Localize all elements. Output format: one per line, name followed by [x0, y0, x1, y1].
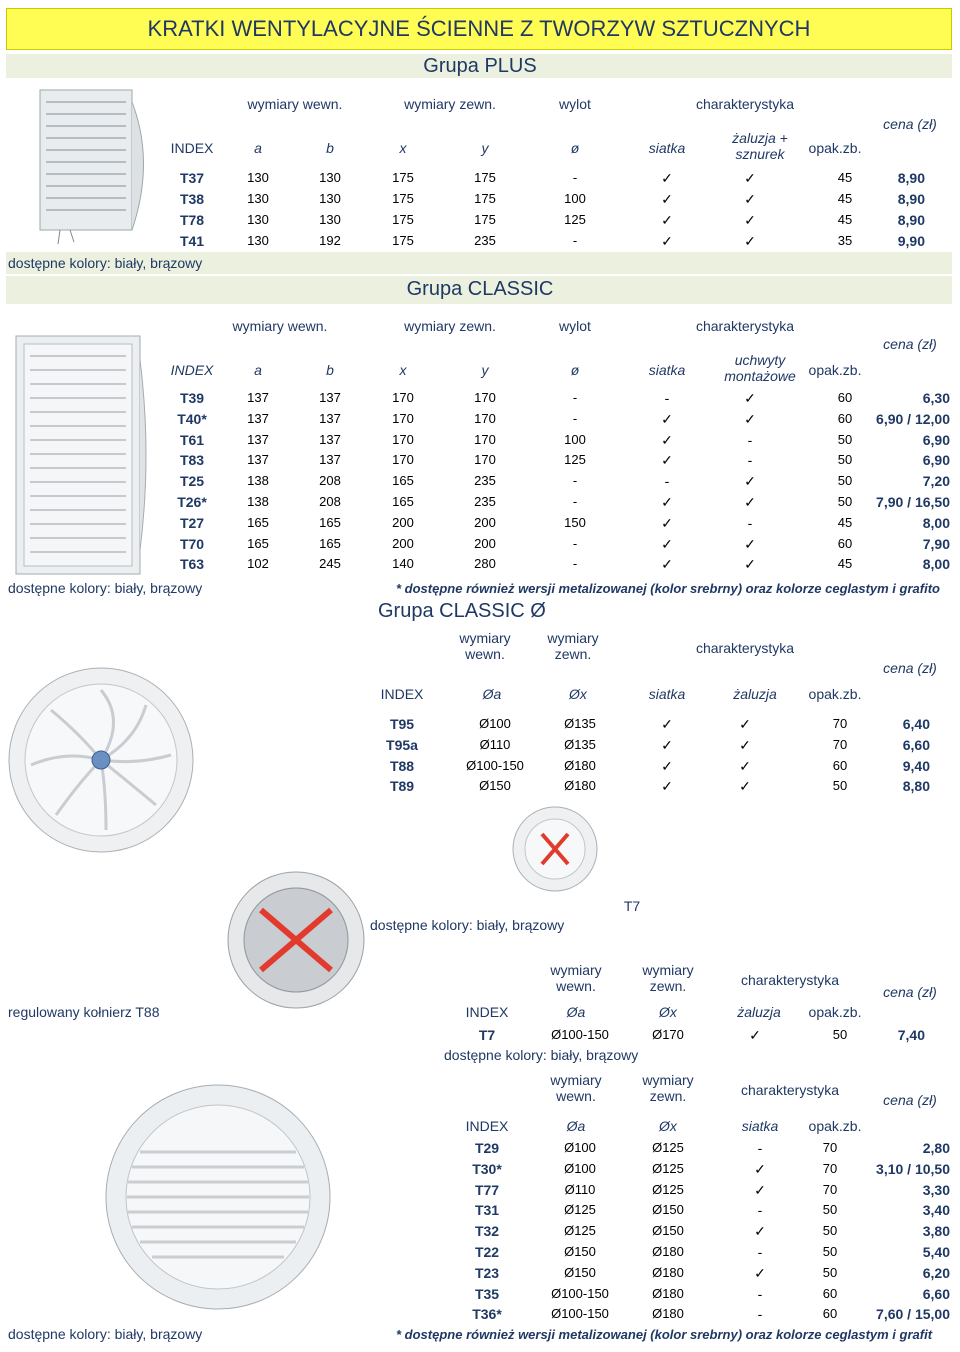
round-cell: -	[757, 1285, 763, 1302]
round-cell: 60	[822, 1285, 838, 1301]
plus-colors-note: dostępne kolory: biały, brązowy	[8, 255, 203, 271]
plus-cell: 130	[319, 212, 341, 227]
classic-cell: 50	[837, 473, 853, 489]
classic-cell: 6,30	[922, 390, 950, 406]
classic-cell: 45	[837, 514, 853, 530]
classic-cell: ✓	[661, 535, 673, 552]
classic-o-h-zewn: wymiary zewn.	[547, 630, 599, 662]
round-cell: 50	[822, 1244, 838, 1259]
plus-cell: 175	[474, 212, 496, 227]
classic-o-h-wewn: wymiary wewn.	[459, 630, 511, 662]
round-cell: Ø180	[652, 1244, 684, 1259]
round-cell: Ø125	[564, 1223, 596, 1239]
classic-cell: 102	[247, 556, 269, 572]
t7-h-cena: cena (zł)	[883, 984, 937, 1000]
t7-h-wewn: wymiary wewn.	[550, 962, 602, 994]
classic-col-opak: opak.zb.	[808, 362, 862, 378]
t7-h-zewn: wymiary zewn.	[642, 962, 694, 994]
classic-cell: T27	[179, 514, 205, 531]
plus-col-x: x	[399, 140, 407, 156]
plus-cell: 130	[247, 170, 269, 185]
classic-cell: 60	[837, 410, 853, 426]
round-cell: Ø125	[652, 1140, 684, 1155]
classic-cell: 200	[474, 514, 496, 530]
t7-image	[510, 804, 600, 894]
round-cell: T35	[474, 1285, 500, 1302]
classic-col-y: y	[481, 362, 489, 378]
plus-col-a: a	[254, 140, 262, 156]
t7-h-char: charakterystyka	[740, 972, 840, 988]
classic-cell: T83	[179, 452, 205, 469]
classic-o-h-char: charakterystyka	[695, 640, 795, 656]
classic-cell: 235	[474, 473, 496, 489]
classic-cell: 125	[564, 452, 586, 468]
classic-cell: 170	[392, 431, 414, 447]
classic-cell: ✓	[744, 494, 756, 510]
round-cell: Ø125	[652, 1181, 684, 1197]
classic-cell: 137	[319, 410, 341, 426]
classic-cell: 140	[392, 556, 414, 572]
plus-col-b: b	[326, 140, 334, 156]
round-cell: Ø100	[564, 1160, 596, 1176]
round-h-wewn: wymiary wewn.	[550, 1072, 602, 1104]
page-title-text: KRATKI WENTYLACYJNE ŚCIENNE Z TWORZYW SZTUCZNYCH	[147, 16, 811, 41]
round-col-ox: Øx	[659, 1118, 677, 1134]
round-cell: -	[757, 1140, 763, 1156]
classic-cell: -	[572, 535, 578, 551]
round-cell: 3,10 / 10,50	[876, 1160, 950, 1177]
classic-cell: 6,90	[922, 452, 950, 469]
plus-cell: ✓	[744, 233, 756, 249]
plus-cell: 8,90	[897, 212, 925, 228]
plus-cell: 45	[837, 170, 853, 185]
classic-group-title: Grupa CLASSIC	[406, 278, 554, 300]
classic-cell: 165	[392, 473, 414, 489]
classic_o-cell: ✓	[661, 736, 673, 753]
plus-cell: ✓	[661, 170, 673, 186]
classic-cell: T25	[179, 473, 205, 490]
classic_o-cell: Ø100-150	[466, 757, 524, 773]
classic-cell: T70	[179, 535, 205, 552]
round-cell: Ø100-150	[551, 1306, 609, 1322]
plus-cell: 100	[564, 191, 586, 206]
classic-cell: 45	[837, 556, 853, 572]
round-cell: Ø180	[652, 1285, 684, 1301]
round-cell: Ø150	[564, 1264, 596, 1280]
classic-cell: ✓	[661, 494, 673, 510]
plus-cell: ✓	[744, 191, 756, 207]
t7-flange-caption: regulowany kołnierz T88	[8, 1004, 160, 1020]
round-col-siatka: siatka	[741, 1118, 779, 1134]
classic-cell: T63	[179, 556, 205, 573]
classic-o-col-oa: Øa	[482, 686, 502, 702]
round-cell: 7,60 / 15,00	[876, 1306, 950, 1323]
round-cell: -	[757, 1306, 763, 1323]
t7-cell: T7	[478, 1027, 496, 1043]
t7-colors-note: dostępne kolory: biały, brązowy	[444, 1047, 639, 1063]
classic-cell: ✓	[661, 556, 673, 573]
round-cell: 50	[822, 1202, 838, 1218]
round-cell: Ø125	[564, 1202, 596, 1218]
classic_o-cell: ✓	[661, 716, 673, 732]
plus-cell: 235	[474, 233, 496, 248]
t7-col-zaluzja: żaluzja	[737, 1004, 781, 1020]
plus-h-char: charakterystyka	[695, 96, 795, 112]
classic_o-cell: 8,80	[902, 778, 930, 795]
plus-cell: T41	[179, 233, 205, 249]
classic-cell: T61	[179, 431, 205, 448]
classic-h-wewn: wymiary wewn.	[232, 318, 328, 334]
classic_o-cell: 70	[832, 736, 848, 752]
plus-cell: 45	[837, 212, 853, 227]
round-h-zewn: wymiary zewn.	[642, 1072, 694, 1104]
plus-col-opak: opak.zb.	[808, 140, 862, 156]
round-cell: ✓	[754, 1160, 766, 1177]
classic-cell: 170	[474, 390, 496, 405]
classic-colors-note: dostępne kolory: biały, brązowy	[8, 580, 203, 596]
classic-cell: 137	[319, 431, 341, 447]
round-cell: 70	[822, 1140, 838, 1155]
round-cell: Ø180	[652, 1306, 684, 1322]
classic-cell: 7,90 / 16,50	[876, 494, 950, 510]
classic-cell: 208	[319, 494, 341, 509]
classic-cell: 170	[474, 431, 496, 447]
classic-cell: 245	[319, 556, 341, 572]
round-cell: 3,30	[922, 1181, 950, 1198]
classic-col-uchwyty: uchwyty montażowe	[724, 352, 796, 384]
classic-cell: 137	[247, 390, 269, 405]
round-cell: T32	[474, 1223, 500, 1240]
classic-col-b: b	[326, 362, 334, 378]
plus-col-zaluzja: żaluzja + sznurek	[732, 130, 788, 162]
plus-cell: 35	[837, 233, 853, 248]
round-cell: ✓	[754, 1264, 766, 1281]
classic-cell: 200	[392, 514, 414, 530]
classic-cell: ✓	[744, 556, 756, 573]
classic-cell: 165	[392, 494, 414, 509]
classic-cell: 8,00	[922, 514, 950, 531]
t7-cell: Ø170	[652, 1027, 684, 1042]
round-cell: T36*	[472, 1306, 502, 1323]
classic-cell: ✓	[744, 410, 756, 427]
classic-cell: -	[572, 390, 578, 405]
classic-cell: -	[572, 556, 578, 572]
plus-cell: ✓	[661, 191, 673, 207]
classic-cell: -	[572, 410, 578, 426]
round-footnote: * dostępne również wersji metalizowanej (kolor srebrny) oraz kolorze ceglastym i grafit	[396, 1327, 933, 1342]
classic_o-cell: ✓	[661, 757, 673, 774]
classic_o-cell: ✓	[739, 716, 751, 732]
plus-cell: 175	[392, 212, 414, 227]
round-cell: Ø150	[652, 1202, 684, 1218]
classic-cell: 137	[247, 410, 269, 426]
round-colors-note: dostępne kolory: biały, brązowy	[8, 1326, 203, 1342]
plus-cell: 45	[837, 191, 853, 206]
classic-cell: T39	[179, 390, 205, 406]
t7-col-opak: opak.zb.	[808, 1004, 862, 1020]
round-cell: T31	[474, 1202, 500, 1219]
classic-cell: 6,90 / 12,00	[876, 410, 950, 427]
classic-o-col-index: INDEX	[380, 686, 424, 702]
classic-cell: ✓	[744, 390, 756, 406]
plus-group-title: Grupa PLUS	[423, 55, 537, 77]
classic-o-group-title: Grupa CLASSIC Ø	[378, 600, 546, 622]
round-cell: 3,80	[922, 1223, 950, 1240]
round-cell: 70	[822, 1160, 838, 1176]
classic_o-cell: T95	[389, 716, 415, 732]
classic-cell: ✓	[661, 514, 673, 531]
plus-cell: 175	[474, 170, 496, 185]
classic_o-cell: Ø135	[564, 736, 596, 752]
classic-cell: 235	[474, 494, 496, 509]
round-cell: Ø125	[652, 1160, 684, 1176]
classic-cell: 137	[319, 390, 341, 405]
plus-cell: 8,90	[897, 191, 925, 207]
t7-col-index: INDEX	[465, 1004, 509, 1020]
plus-cell: T38	[179, 191, 205, 207]
plus-cell: 130	[319, 191, 341, 206]
classic-cell: 137	[247, 431, 269, 447]
classic-col-o: ø	[570, 362, 580, 378]
classic_o-cell: T88	[389, 757, 415, 774]
round-cell: 60	[822, 1306, 838, 1322]
classic-cell: ✓	[744, 535, 756, 552]
round-cell: Ø110	[564, 1181, 596, 1197]
classic-cell: 138	[247, 494, 269, 509]
classic-cell: 165	[319, 535, 341, 551]
round-cell: -	[757, 1244, 763, 1260]
plus-col-index: INDEX	[170, 140, 214, 156]
classic-h-zewn: wymiary zewn.	[404, 318, 496, 334]
classic-col-siatka: siatka	[648, 362, 686, 378]
plus-cell: T37	[179, 170, 205, 186]
classic-o-col-opak: opak.zb.	[808, 686, 862, 702]
round-cell: Ø180	[652, 1264, 684, 1280]
round-h-char: charakterystyka	[740, 1082, 840, 1098]
classic-cell: 7,20	[922, 473, 950, 490]
plus-cell: ✓	[661, 212, 673, 228]
classic_o-cell: ✓	[739, 736, 751, 753]
round-col-oa: Øa	[566, 1118, 586, 1134]
classic-h-wylot: wylot	[559, 318, 591, 334]
classic-cell: 280	[474, 556, 496, 572]
plus-cell: 175	[474, 191, 496, 206]
classic-cell: 170	[474, 410, 496, 426]
classic-o-h-cena: cena (zł)	[883, 660, 937, 676]
classic-cell: 60	[837, 390, 853, 405]
plus-cell: ✓	[744, 212, 756, 228]
classic-col-a: a	[254, 362, 262, 378]
plus-col-siatka: siatka	[648, 140, 686, 156]
classic-cell: 200	[392, 535, 414, 551]
plus-cell: 175	[392, 233, 414, 248]
classic-cell: 138	[247, 473, 269, 489]
classic_o-cell: Ø135	[564, 716, 596, 731]
classic-grille-image	[12, 330, 152, 580]
classic_o-cell: 70	[832, 716, 848, 731]
round-cell: Ø100	[564, 1140, 596, 1155]
plus-cell: 130	[247, 191, 269, 206]
round-cell: 3,40	[922, 1202, 950, 1219]
t7-cell: ✓	[749, 1027, 761, 1043]
plus-cell: 130	[247, 212, 269, 227]
plus-cell: ✓	[661, 233, 673, 249]
plus-grille-image	[30, 82, 160, 252]
plus-h-wylot: wylot	[559, 96, 591, 112]
classic-cell: T40*	[177, 410, 207, 427]
classic-o-col-ox: Øx	[569, 686, 587, 702]
round-cell: 2,80	[922, 1140, 950, 1156]
classic-cell: -	[572, 473, 578, 489]
round-cell: -	[757, 1202, 763, 1219]
plus-h-wewn: wymiary wewn.	[247, 96, 343, 112]
t7-col-ox: Øx	[659, 1004, 677, 1020]
classic-o-col-siatka: siatka	[648, 686, 686, 702]
classic-cell: 7,90	[922, 535, 950, 552]
round-grille-image	[100, 1072, 350, 1322]
round-cell: Ø150	[652, 1223, 684, 1239]
classic_o-cell: 6,60	[902, 736, 930, 753]
classic_o-cell: 6,40	[902, 716, 930, 732]
round-cell: T23	[474, 1264, 500, 1281]
classic_o-cell: 50	[832, 778, 848, 794]
classic-col-x: x	[399, 362, 407, 378]
round-cell: Ø100-150	[551, 1285, 609, 1301]
classic-o-col-zaluzja: żaluzja	[733, 686, 777, 702]
classic_o-cell: Ø150	[479, 778, 511, 794]
classic_o-cell: Ø180	[564, 778, 596, 794]
round-cell: T29	[474, 1140, 500, 1156]
classic-cell: 50	[837, 452, 853, 468]
plus-cell: 9,90	[897, 233, 925, 249]
round-cell: ✓	[754, 1223, 766, 1240]
plus-cell: -	[572, 170, 578, 185]
t7-cell: Ø100-150	[551, 1027, 609, 1042]
classic_o-cell: Ø110	[479, 736, 511, 752]
round-cell: T30*	[472, 1160, 502, 1177]
classic-cell: 137	[247, 452, 269, 468]
classic-cell: ✓	[661, 431, 673, 448]
plus-cell: 175	[392, 191, 414, 206]
classic-cell: 170	[392, 452, 414, 468]
classic_o-cell: T89	[389, 778, 415, 795]
classic-cell: 165	[319, 514, 341, 530]
round-h-cena: cena (zł)	[883, 1092, 937, 1108]
plus-cell: 192	[319, 233, 341, 248]
classic_o-cell: Ø180	[564, 757, 596, 773]
classic-cell: 137	[319, 452, 341, 468]
classic_o-cell: T95a	[386, 736, 418, 753]
plus-cell: ✓	[744, 170, 756, 186]
classic-cell: 50	[837, 494, 853, 509]
classic-col-index: INDEX	[170, 362, 214, 378]
round-cell: 50	[822, 1264, 838, 1280]
plus-cell: 175	[392, 170, 414, 185]
classic-cell: 165	[247, 535, 269, 551]
classic-cell: 8,00	[922, 556, 950, 573]
classic-cell: T26*	[177, 494, 207, 510]
plus-cell: 130	[319, 170, 341, 185]
t7-colors-note-top: dostępne kolory: biały, brązowy	[370, 917, 565, 933]
round-cell: 50	[822, 1223, 838, 1239]
round-col-opak: opak.zb.	[808, 1118, 862, 1134]
t7-col-oa: Øa	[566, 1004, 586, 1020]
classic-h-cena: cena (zł)	[883, 336, 937, 352]
classic-cell: 150	[564, 514, 586, 530]
classic-cell: ✓	[744, 473, 756, 490]
t7-cell: 50	[832, 1027, 848, 1042]
plus-cell: 8,90	[897, 170, 925, 186]
plus-cell: -	[572, 233, 578, 248]
round-cell: ✓	[754, 1181, 766, 1198]
classic_o-cell: 9,40	[902, 757, 930, 774]
round-cell: 70	[822, 1181, 838, 1197]
classic-cell: 60	[837, 535, 853, 551]
classic-o-round-grille-image	[6, 630, 366, 1010]
classic-cell: 165	[247, 514, 269, 530]
classic_o-cell: 60	[832, 757, 848, 773]
plus-cell: T78	[179, 212, 205, 228]
classic-cell: -	[664, 473, 670, 490]
t7-cell: 7,40	[897, 1027, 925, 1043]
classic-cell: 170	[392, 390, 414, 405]
round-cell: 6,20	[922, 1264, 950, 1281]
classic-cell: -	[747, 452, 753, 469]
classic-cell: 200	[474, 535, 496, 551]
round-cell: Ø150	[564, 1244, 596, 1259]
round-cell: 6,60	[922, 1285, 950, 1302]
plus-h-zewn: wymiary zewn.	[404, 96, 496, 112]
round-col-index: INDEX	[465, 1118, 509, 1134]
classic_o-cell: ✓	[739, 757, 751, 774]
classic_o-cell: Ø100	[479, 716, 511, 731]
classic-cell: ✓	[661, 452, 673, 469]
classic-cell: ✓	[661, 410, 673, 427]
classic-cell: 170	[474, 452, 496, 468]
t7-caption: T7	[623, 898, 641, 914]
plus-cell: 130	[247, 233, 269, 248]
classic-cell: 170	[392, 410, 414, 426]
plus-h-cena: cena (zł)	[883, 116, 937, 132]
classic-cell: 50	[837, 431, 853, 447]
plus-col-y: y	[481, 140, 489, 156]
classic-cell: 100	[564, 431, 586, 447]
classic-h-char: charakterystyka	[695, 318, 795, 334]
classic_o-cell: ✓	[739, 778, 751, 795]
plus-cell: 125	[564, 212, 586, 227]
round-cell: 5,40	[922, 1244, 950, 1260]
classic-cell: -	[664, 390, 670, 406]
classic-cell: -	[747, 514, 753, 531]
classic-footnote: * dostępne również wersji metalizowanej (kolor srebrny) oraz kolorze ceglastym i grafito	[396, 581, 940, 596]
classic-cell: -	[747, 431, 753, 448]
classic_o-cell: ✓	[661, 778, 673, 795]
classic-cell: 6,90	[922, 431, 950, 448]
round-cell: T22	[474, 1244, 500, 1260]
classic-cell: 208	[319, 473, 341, 489]
classic-cell: -	[572, 494, 578, 509]
page-title	[6, 8, 952, 50]
plus-col-o: ø	[570, 140, 580, 156]
round-cell: T77	[474, 1181, 500, 1198]
